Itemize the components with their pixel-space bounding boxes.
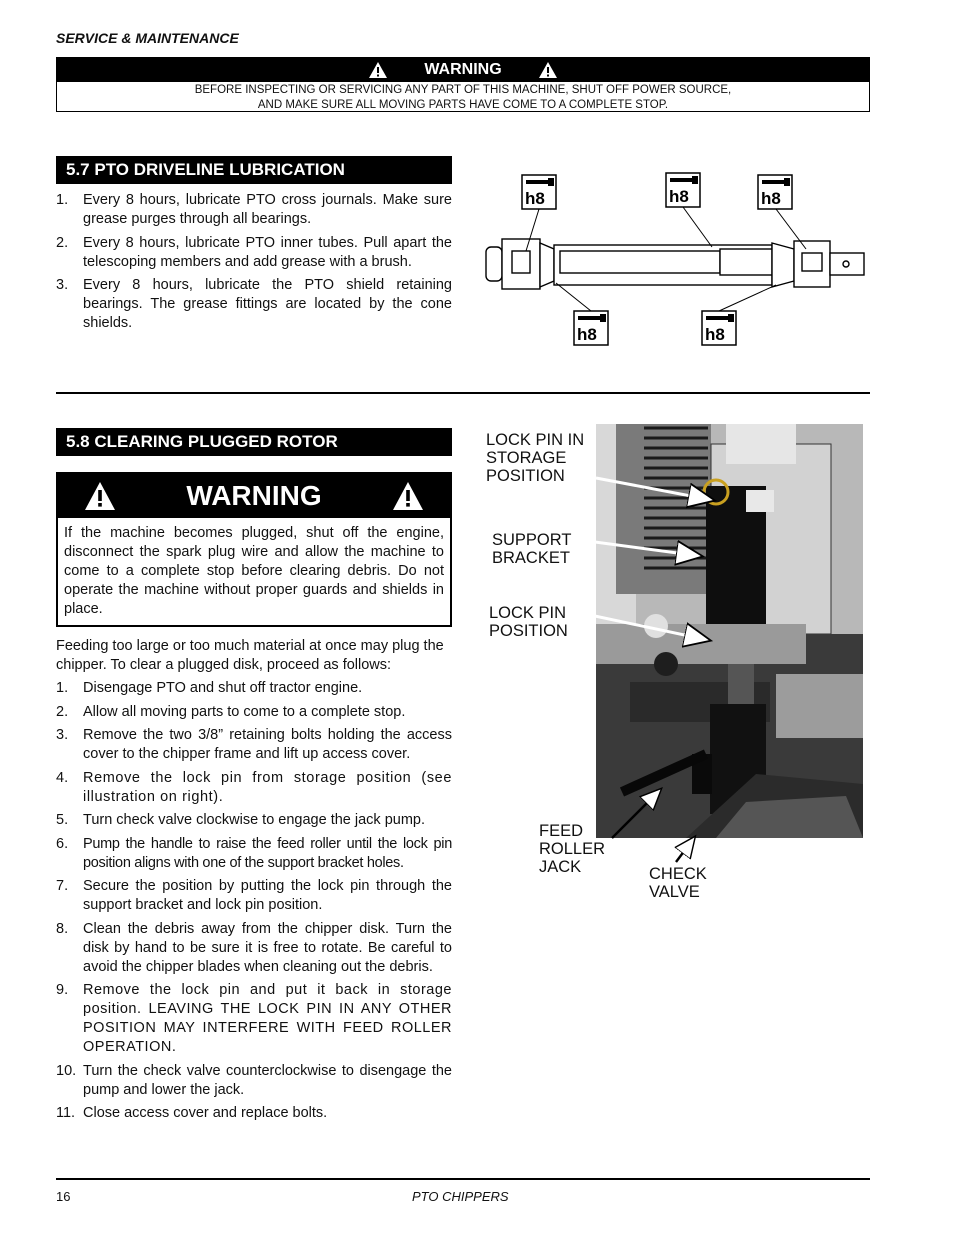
section-5-8-intro: Feeding too large or too much material at once may plug the chipper. To clear a plugged disk, proceed as follows: (56, 638, 444, 673)
grease-gun-icon (522, 175, 556, 209)
top-warning-box (56, 57, 870, 112)
section-divider (56, 392, 870, 394)
list-item: 11. Close access cover and replace bolts. (56, 1105, 328, 1121)
page-number: 16 (56, 1189, 71, 1204)
list-item: 3. Every 8 hours, lubricate the PTO shield retaining bearings. The grease fittings are located by the cone shields. (56, 277, 452, 331)
list-item: 1. Disengage PTO and shut off tractor engine. (56, 680, 363, 696)
label-support-bracket: SUPPORT BRACKET (492, 531, 572, 567)
svg-text:h8: h8 (577, 325, 597, 344)
svg-text:h8: h8 (761, 189, 781, 208)
list-item: 3. Remove the two 3/8” retaining bolts holding the access cover to the chipper frame and lift up access cover. (56, 727, 452, 762)
list-item: 8. Clean the debris away from the chipper disk. Turn the disk by hand to be sure it is free to rotate. Be careful to avoid the chipper blades when cleaning out the debris. (56, 920, 452, 975)
warning-triangle-icon (368, 61, 388, 79)
label-lock-pin-position: LOCK PIN POSITION (489, 604, 568, 640)
grease-gun-icon (666, 173, 700, 207)
svg-text:h8: h8 (525, 189, 545, 208)
svg-text:h8: h8 (669, 187, 689, 206)
grease-gun-icon (758, 175, 792, 209)
section-5-8-warning-box (56, 472, 452, 627)
feed-roller-jack-photo (596, 424, 863, 838)
grease-gun-icon (574, 311, 608, 345)
list-item: 9. Remove the lock pin and put it back in storage position. LEAVING THE LOCK PIN IN ANY OTHER POSITION MAY INTERFERE WITH FEED ROLLER OPERATION. (56, 982, 452, 1055)
label-feed-roller-jack: FEED ROLLER JACK (539, 822, 606, 876)
label-lock-pin-storage: LOCK PIN IN STORAGE POSITION (486, 431, 585, 485)
top-warning-message (57, 82, 869, 113)
warning-title: WARNING (186, 480, 322, 511)
footer-title: PTO CHIPPERS (412, 1189, 509, 1204)
section-5-8-heading: 5.8 CLEARING PLUGGED ROTOR (56, 428, 452, 456)
list-item: 2. Every 8 hours, lubricate PTO inner tubes. Pull apart the telescoping members and add grease with a brush. (56, 234, 452, 270)
page-header-title: SERVICE & MAINTENANCE (56, 30, 239, 46)
warning-triangle-icon (392, 481, 424, 511)
pto-driveline-diagram (476, 157, 870, 347)
section-5-8-steps (56, 679, 452, 1128)
section-5-7-steps (56, 191, 452, 338)
top-warning-title: WARNING (424, 61, 502, 78)
list-item: 1. Every 8 hours, lubricate PTO cross journals. Make sure grease purges through all bearings. (56, 192, 452, 227)
top-warning-bar (57, 58, 869, 82)
warning-triangle-icon (84, 481, 116, 511)
list-item: 6. Pump the handle to raise the feed roller until the lock pin position aligns with one of the support bracket holes. (56, 835, 452, 871)
svg-text:h8: h8 (705, 325, 725, 344)
warning-triangle-icon (538, 61, 558, 79)
footer-rule (56, 1178, 870, 1180)
top-warning-line1: BEFORE INSPECTING OR SERVICING ANY PART OF THIS MACHINE, SHUT OFF POWER SOURCE, (194, 84, 732, 96)
list-item: 5. Turn check valve clockwise to engage the jack pump. (56, 812, 425, 828)
pto-shaft (486, 239, 864, 289)
list-item: 2. Allow all moving parts to come to a complete stop. (56, 703, 406, 720)
label-check-valve: CHECK VALVE (649, 865, 707, 901)
warning-message: If the machine becomes plugged, shut off the engine, disconnect the spark plug wire and allow the machine to come to a complete stop before clearing debris. Do not operate the machine without proper guards and shields in place. (64, 525, 444, 617)
list-item: 7. Secure the position by putting the lock pin through the support bracket and lock pin position. (56, 878, 452, 913)
section-5-7-heading: 5.7 PTO DRIVELINE LUBRICATION (56, 156, 452, 184)
top-warning-line2: AND MAKE SURE ALL MOVING PARTS HAVE COME TO A COMPLETE STOP. (257, 99, 669, 111)
warning-bar (58, 474, 450, 518)
list-item: 10. Turn the check valve counterclockwise to disengage the pump and lower the jack. (56, 1062, 452, 1098)
grease-gun-icon (702, 311, 736, 345)
list-item: 4. Remove the lock pin from storage position (see illustration on right). (56, 769, 452, 805)
